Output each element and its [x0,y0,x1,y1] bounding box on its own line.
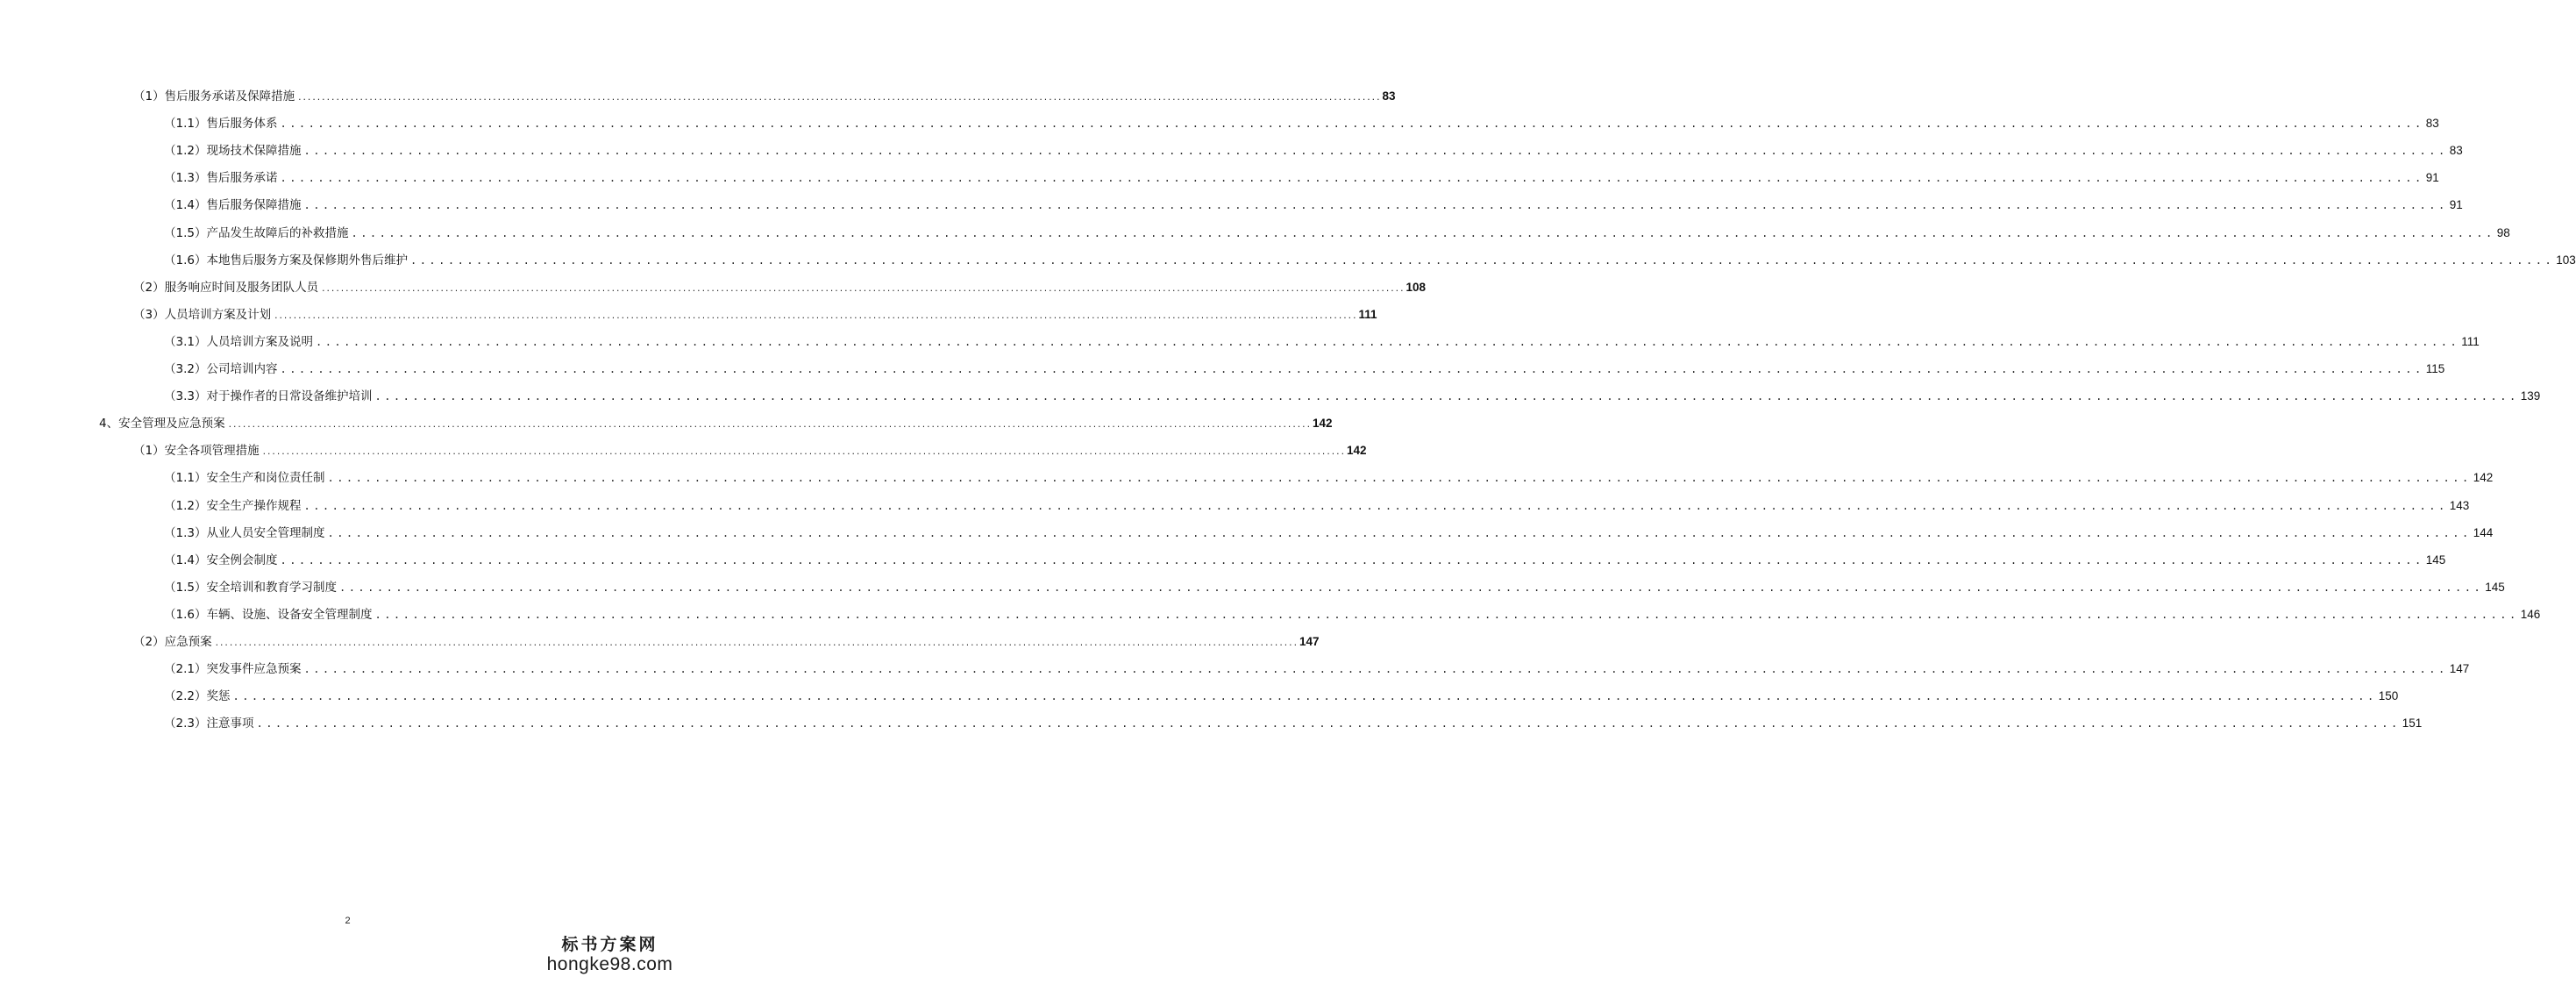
toc-entry-page: 115 [2425,362,2445,375]
toc-entry[interactable] [164,660,2470,678]
toc-entry-page: 91 [2425,171,2439,185]
toc-entry-label: （3.3）对于操作者的日常设备维护培训 [164,388,374,405]
toc-entry[interactable] [164,552,2446,569]
toc-entry-page: 151 [2402,717,2423,731]
toc-entry[interactable] [164,360,2445,378]
toc-entry-label: （1.2）现场技术保障措施 [164,142,303,160]
toc-entry-label: （1.2）安全生产操作规程 [164,497,303,515]
toc-entry-page: 83 [1382,89,1396,103]
toc-entry-label: （2.2）奖惩 [164,688,232,705]
toc-entry-page: 143 [2449,498,2470,512]
watermark-url: hongke98.com [546,954,673,974]
toc-leader-dots: .................................................................................................................................................................................................................................... [256,717,2401,731]
toc-entry[interactable] [164,469,2494,487]
toc-entry[interactable] [164,388,2541,405]
toc-entry[interactable] [164,225,2510,242]
toc-leader-dots: .................................................................................................................................................................................................................................... [280,118,2424,131]
toc-entry-page: 145 [2485,580,2505,594]
toc-leader-dots: .................................................................................................................................................................................................................................... [351,226,2495,239]
toc-entry-page: 147 [1299,635,1320,648]
toc-leader-dots: .................................................................................................................................................................................................................................... [315,335,2460,348]
toc-leader-dots: .................................................................................................................................................................................................................................... [338,581,2484,594]
toc-entry-label: （3）人员培训方案及计划 [133,306,274,324]
toc-entry-page: 147 [2449,662,2470,676]
toc-entry-label: （1.1）安全生产和岗位责任制 [164,469,327,487]
page-number: 2 [345,916,351,926]
toc-entry-label: （1）安全各项管理措施 [133,442,262,460]
toc-entry-page: 103 [2556,253,2576,267]
toc-entry-page: 145 [2425,553,2446,567]
toc-entry-page: 111 [1358,307,1377,321]
toc-entry[interactable] [164,115,2439,132]
toc-entry[interactable] [164,715,2423,732]
toc-entry[interactable] [99,415,1333,432]
toc-leader-dots: .................................................................................................................................................................................................................................... [409,253,2555,267]
toc-leader-dots: .................................................................................................................................................................................................................................... [280,553,2424,567]
toc-entry[interactable] [164,196,2463,214]
toc-entry-label: （1）售后服务承诺及保障措施 [133,88,297,105]
watermark-title: 标书方案网 [561,935,658,954]
toc-entry-label: （2.1）突发事件应急预案 [164,660,303,678]
toc-leader-dots: .................................................................................................................................................................................................................................... [232,690,2377,703]
toc-leader-dots: .................................................................................................................................................................................................................................... [303,199,2448,212]
toc-leader-dots: .................................................................................................................................................................................................................................... [261,448,1346,458]
toc-entry[interactable] [164,579,2505,596]
toc-entry-label: （1.6）车辆、设施、设备安全管理制度 [164,606,374,624]
toc-entry-label: 4、安全管理及应急预案 [99,415,228,432]
toc-leader-dots: .................................................................................................................................................................................................................................... [303,145,2448,158]
toc-entry-label: （2）应急预案 [133,633,215,651]
toc-entry-label: （1.3）售后服务承诺 [164,169,280,187]
toc-leader-dots: .................................................................................................................................................................................................................................... [327,526,2472,539]
toc-entry[interactable] [164,497,2470,515]
toc-entry-label: （1.5）安全培训和教育学习制度 [164,579,339,596]
toc-entry-page: 150 [2378,689,2399,703]
toc-entry-label: （1.4）安全例会制度 [164,552,280,569]
toc-entry-page: 111 [2461,334,2480,348]
toc-entry[interactable] [133,306,1377,324]
toc-entry-label: （3.1）人员培训方案及说明 [164,333,316,351]
toc-entry-label: （1.3）从业人员安全管理制度 [164,524,327,542]
toc-entry[interactable] [164,524,2494,542]
toc-leader-dots: .................................................................................................................................................................................................................................... [374,390,2519,403]
toc-entry[interactable] [133,279,1427,296]
toc-leader-dots: .................................................................................................................................................................................................................................... [274,311,1357,321]
toc-entry-label: （1.4）售后服务保障措施 [164,196,303,214]
toc-entry[interactable] [164,333,2480,351]
toc-entry-label: （1.6）本地售后服务方案及保修期外售后维护 [164,252,410,269]
toc-leader-dots: .................................................................................................................................................................................................................................... [214,639,1299,648]
toc-entry[interactable] [164,142,2463,160]
toc-entry-page: 98 [2496,225,2510,239]
toc-entry[interactable] [164,606,2541,624]
toc-leader-dots: .................................................................................................................................................................................................................................... [303,499,2448,512]
toc-entry-page: 83 [2425,117,2439,131]
toc-entry[interactable] [133,88,1396,105]
site-watermark [533,935,687,975]
toc-entry-page: 142 [1313,417,1333,431]
toc-entry[interactable] [133,442,1367,460]
toc-entry-label: （1.5）产品发生故障后的补救措施 [164,225,351,242]
toc-entry[interactable] [164,252,2576,269]
toc-entry[interactable] [133,633,1320,651]
toc-entry-page: 144 [2473,525,2494,539]
toc-leader-dots: .................................................................................................................................................................................................................................... [297,94,1381,103]
toc-leader-dots: .................................................................................................................................................................................................................................... [374,608,2519,621]
toc-entry-page: 83 [2449,144,2463,158]
toc-leader-dots: .................................................................................................................................................................................................................................... [280,363,2424,375]
toc-entry-page: 108 [1405,280,1427,294]
toc-leader-dots: .................................................................................................................................................................................................................................... [321,284,1405,294]
toc-entry-page: 139 [2520,389,2541,403]
toc-entry-label: （1.1）售后服务体系 [164,115,280,132]
toc-entry-label: （2）服务响应时间及服务团队人员 [133,279,321,296]
toc-entry-page: 142 [1347,444,1367,458]
toc-leader-dots: .................................................................................................................................................................................................................................... [327,472,2472,485]
toc-leader-dots: .................................................................................................................................................................................................................................... [227,421,1312,431]
toc-entry-label: （3.2）公司培训内容 [164,360,280,378]
toc-entry-page: 146 [2520,607,2541,621]
toc-entry[interactable] [164,688,2399,705]
toc-entry-page: 91 [2449,198,2463,212]
toc-entry-page: 142 [2473,471,2494,485]
toc-leader-dots: .................................................................................................................................................................................................................................... [303,663,2448,676]
toc-entry[interactable] [164,169,2439,187]
toc-entry-label: （2.3）注意事项 [164,715,256,732]
toc-leader-dots: .................................................................................................................................................................................................................................... [280,172,2424,185]
